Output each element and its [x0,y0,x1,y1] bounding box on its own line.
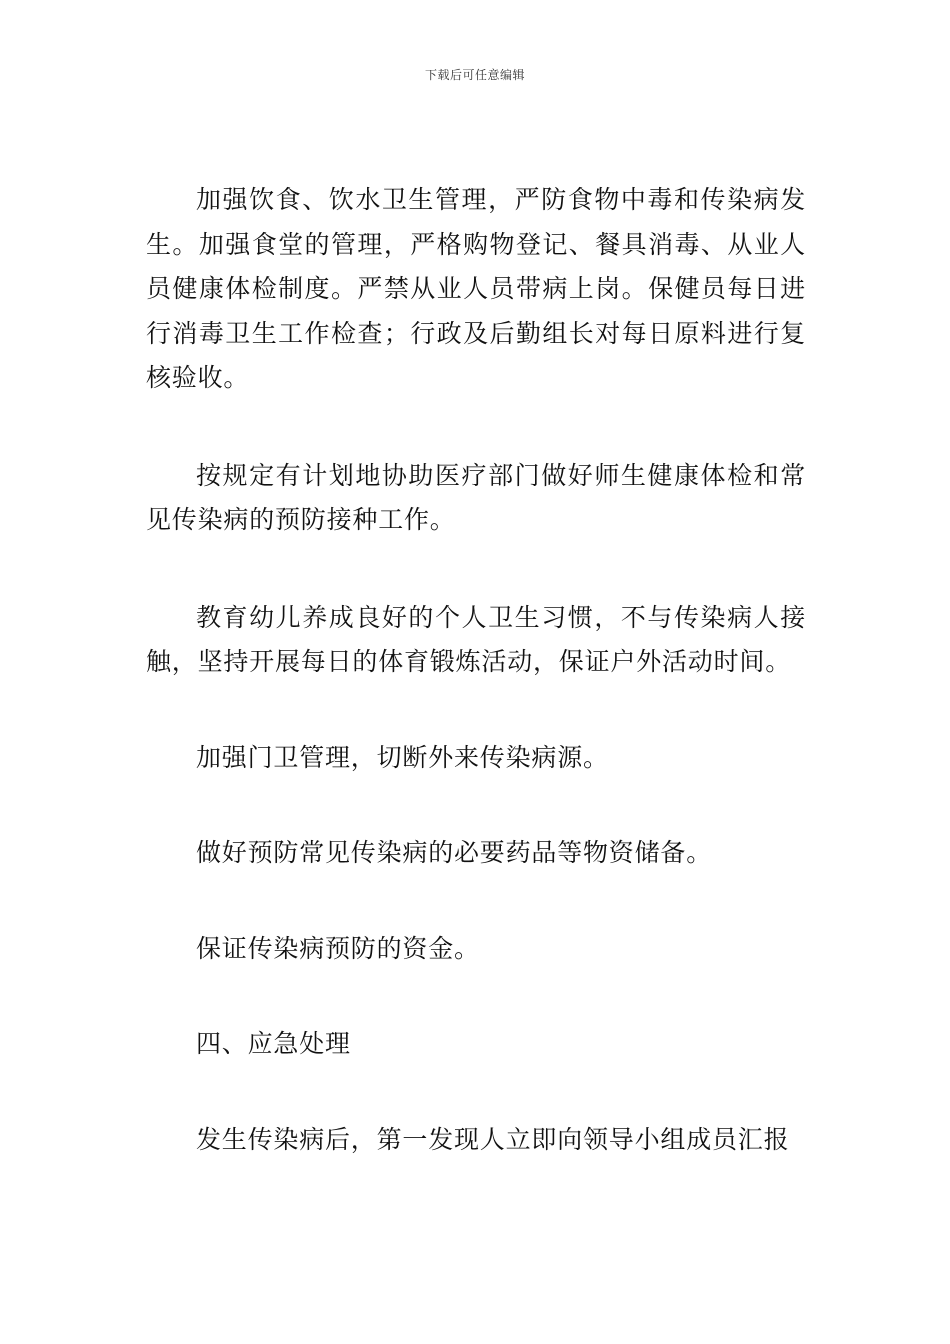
paragraph-health-checkup: 按规定有计划地协助医疗部门做好师生健康体检和常见传染病的预防接种工作。 [146,460,806,534]
paragraph-gate-management: 加强门卫管理，切断外来传染病源。 [196,742,609,772]
section-heading-emergency: 四、应急处理 [196,1029,351,1058]
paragraph-food-hygiene: 加强饮食、饮水卫生管理，严防食物中毒和传染病发生。加强食堂的管理，严格购物登记、餐具消毒、从业人员健康体检制度。严禁从业人员带病上岗。保健员每日进行消毒卫生工作检查；行政及后勤组长对每日原料进行复核验收。 [146,185,806,392]
document-body [146,178,806,1162]
paragraph-funding: 保证传染病预防的资金。 [196,933,480,963]
paragraph-hygiene-habits: 教育幼儿养成良好的个人卫生习惯，不与传染病人接触，坚持开展每日的体育锻炼活动，保证户外活动时间。 [146,602,806,676]
page-header: 下载后可任意编辑 [424,68,525,82]
paragraph-emergency-report: 发生传染病后，第一发现人立即向领导小组成员汇报 [196,1124,790,1154]
paragraph-supplies: 做好预防常见传染病的必要药品等物资储备。 [196,838,713,867]
